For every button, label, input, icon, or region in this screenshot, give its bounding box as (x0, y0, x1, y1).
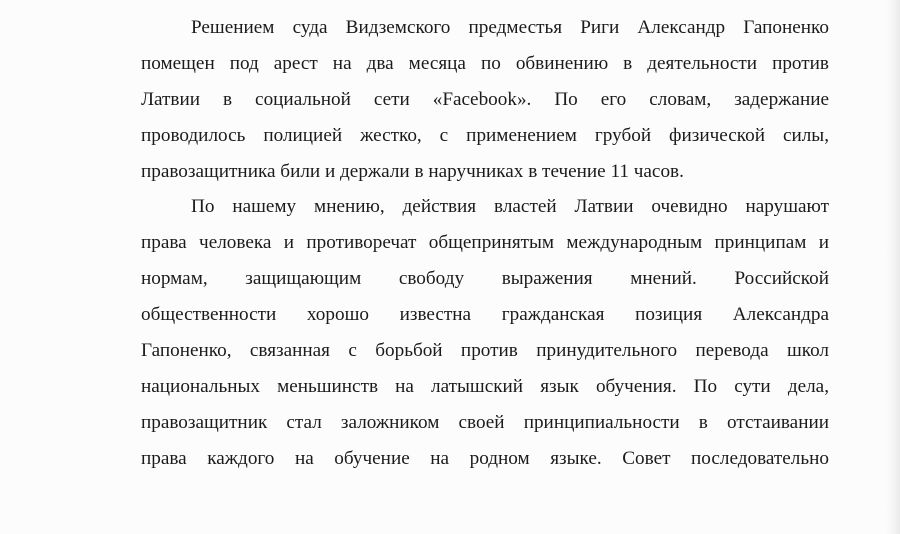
text-line: права каждого на обучение на родном языке. Совет последовательно (141, 447, 829, 469)
paragraph-2 (141, 189, 829, 476)
text-line: правозащитник стал заложником своей принципиальности в отстаивании (141, 411, 829, 433)
text-line: правозащитника били и держали в наручниках в течение 11 часов. (141, 160, 684, 182)
text-line: Гапоненко, связанная с борьбой против принудительного перевода школ (141, 340, 829, 362)
text-line: нормам, защищающим свободу выражения мнений. Российской (141, 268, 829, 290)
text-line: общественности хорошо известна гражданская позиция Александра (141, 304, 829, 326)
text-line: Латвии в социальной сети «Facebook». По его словам, задержание (141, 88, 829, 110)
paragraph-1 (141, 10, 829, 189)
document-body (141, 10, 829, 477)
text-line: национальных меньшинств на латышский язык обучения. По сути дела, (141, 375, 829, 397)
text-line: Решением суда Видземского предместья Риги Александр Гапоненко (191, 17, 829, 38)
page-edge-shadow (886, 0, 900, 534)
text-line: права человека и противоречат общепринятым международным принципам и (141, 232, 829, 254)
text-line: По нашему мнению, действия властей Латвии очевидно нарушают (191, 196, 829, 218)
text-line: помещен под арест на два месяца по обвинению в деятельности против (141, 52, 829, 74)
text-line: проводилось полицией жестко, с применением грубой физической силы, (141, 124, 829, 146)
